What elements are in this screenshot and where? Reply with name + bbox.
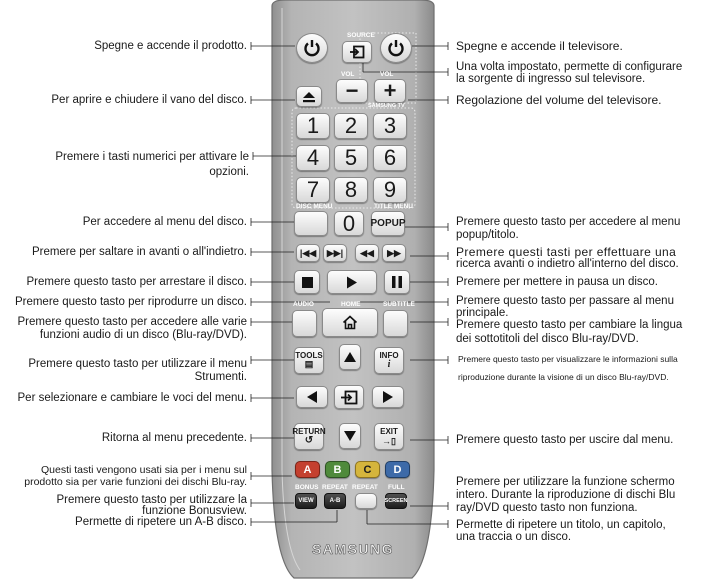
color-d-button[interactable]: D (385, 461, 410, 478)
bonusview-annotation-line2: funzione Bonusview. (142, 505, 247, 517)
left-arrow-icon (307, 391, 317, 403)
home-label: HOME (341, 301, 361, 308)
down-arrow-button[interactable] (339, 423, 361, 449)
info-icon: i (387, 358, 391, 370)
volume-annotation: Regolazione del volume del televisore. (456, 93, 662, 107)
rewind-icon: ◀◀ (360, 247, 374, 258)
bonusview-annotation-line1: Premere questo tasto per utilizzare la (56, 494, 247, 506)
enter-button[interactable] (334, 385, 364, 409)
left-arrow-button[interactable] (296, 386, 328, 408)
repeat-ab-button[interactable]: A-B (324, 493, 346, 509)
right-arrow-icon (383, 391, 393, 403)
disc-menu-label: DISC MENU (296, 203, 333, 210)
tools-annotation-line1: Premere questo tasto per utilizzare il menu (28, 358, 247, 370)
skip-forward-button[interactable] (323, 244, 347, 262)
info-button[interactable] (374, 347, 404, 374)
subtitle-label: SUBTITLE (383, 301, 415, 308)
audio-annotation-line2: funzioni audio di un disco (Blu-ray/DVD). (39, 329, 247, 341)
home-annotation-line2: principale. (456, 307, 509, 319)
digit-4-button[interactable]: 4 (296, 145, 330, 171)
up-arrow-button[interactable] (339, 344, 361, 370)
skip-back-icon: |◀◀ (299, 247, 317, 258)
repeat-annotation-line2: una traccia o un disco. (456, 531, 572, 543)
repeat-annotation-line1: Permette di ripetere un titolo, un capitolo, (456, 519, 666, 531)
disc-menu-button[interactable] (294, 211, 328, 236)
tv-power-icon (386, 38, 406, 58)
color-b-button[interactable]: B (325, 461, 350, 478)
enter-icon (340, 390, 358, 405)
down-arrow-icon (344, 431, 356, 441)
search-annotation-line1: Premere questi tasti per effettuare una (456, 245, 677, 259)
fast-forward-icon: ▶▶ (387, 247, 401, 258)
subtitle-annotation-line2: dei sottotitoli del disco Blu-ray/DVD. (456, 333, 639, 345)
skip-forward-icon: ▶▶| (326, 247, 344, 258)
tv-power-button[interactable] (380, 33, 412, 63)
play-icon (346, 276, 358, 289)
popup-annotation-line1: Premere questo tasto per accedere al menu (456, 216, 681, 228)
samsung-logo: SAMSUNG (311, 541, 395, 557)
home-annotation-line1: Premere questo tasto per passare al menu (456, 295, 674, 307)
arrows-annotation: Per selezionare e cambiare le voci del menu. (17, 392, 247, 404)
return-label: RETURN (292, 426, 326, 436)
return-button[interactable] (294, 423, 324, 450)
numeric-annotation-line1: Premere i tasti numerici per attivare le (55, 151, 249, 163)
subtitle-annotation-line1: Premere questo tasto per cambiare la lingua (456, 319, 683, 331)
digit-2-button[interactable]: 2 (334, 113, 368, 139)
skip-annotation: Premere per saltare in avanti o all'indietro. (31, 246, 247, 258)
info-annotation-line2: riproduzione durante la visione di un disco Blu-ray/DVD. (458, 372, 669, 382)
tools-button[interactable] (294, 347, 324, 374)
audio-button[interactable] (292, 310, 317, 337)
source-annotation-line2: la sorgente di ingresso sul televisore. (456, 73, 646, 85)
exit-icon: →▯ (382, 435, 396, 446)
tv-power-annotation: Spegne e accende il televisore. (456, 39, 623, 53)
vol-label-left: VOL (341, 71, 355, 78)
popup-button[interactable]: POPUP (371, 211, 405, 236)
repeat-ab-annotation: Permette di ripetere un A-B disco. (75, 516, 247, 528)
exit-label: EXIT (380, 426, 398, 436)
exit-button[interactable] (374, 423, 404, 450)
tools-icon: ▤ (304, 359, 314, 369)
stop-annotation: Premere questo tasto per arrestare il disco. (26, 276, 247, 288)
home-button[interactable] (322, 308, 378, 337)
tools-label: TOOLS (295, 351, 323, 360)
power-button[interactable] (296, 33, 328, 63)
up-arrow-icon (344, 352, 356, 362)
search-annotation-line2: ricerca avanti o indietro all'interno del disco. (456, 258, 679, 270)
bonus-label: BONUS (295, 484, 319, 491)
digit-8-button[interactable]: 8 (334, 177, 368, 203)
vol-down-button[interactable]: − (336, 79, 368, 103)
subtitle-button[interactable] (383, 310, 408, 337)
eject-annotation: Per aprire e chiudere il vano del disco. (51, 94, 247, 106)
vol-up-button[interactable]: + (374, 79, 406, 103)
stop-icon (302, 277, 313, 288)
return-icon: ↺ (304, 434, 314, 446)
play-button[interactable] (327, 270, 377, 294)
pause-button[interactable] (384, 270, 410, 294)
full-screen-annotation-line1: Premere per utilizzare la funzione schermo (456, 476, 675, 488)
digit-9-button[interactable]: 9 (373, 177, 407, 203)
digit-3-button[interactable]: 3 (373, 113, 407, 139)
digit-0-button[interactable]: 0 (334, 211, 364, 236)
return-annotation: Ritorna al menu precedente. (101, 432, 247, 444)
full-screen-annotation-line3: ray/DVD questo tasto non funziona. (456, 502, 638, 514)
source-annotation-line1: Una volta impostato, permette di configurare (456, 61, 683, 73)
right-arrow-button[interactable] (372, 386, 404, 408)
power-icon (302, 38, 322, 58)
rewind-button[interactable] (355, 244, 379, 262)
repeat-label: REPEAT (352, 484, 378, 491)
home-icon (342, 315, 358, 330)
skip-back-button[interactable] (296, 244, 320, 262)
info-annotation-line1: Premere questo tasto per visualizzare le informazioni sulla (458, 354, 678, 364)
play-annotation: Premere questo tasto per riprodurre un disco. (14, 296, 247, 308)
full-screen-annotation-line2: intero. Durante la riproduzione di dischi Blu (456, 489, 676, 501)
repeat-ab-label: REPEAT (322, 484, 348, 491)
digit-5-button[interactable]: 5 (334, 145, 368, 171)
digit-7-button[interactable]: 7 (296, 177, 330, 203)
source-icon (349, 45, 365, 59)
source-button[interactable] (342, 41, 372, 63)
color-keys-annotation-line1: Questi tasti vengono usati sia per i menu sul (40, 464, 247, 476)
title-menu-label: TITLE MENU (374, 203, 413, 210)
source-label: SOURCE (347, 32, 375, 39)
color-keys-annotation-line2: prodotto sia per varie funzioni dei dischi Blu-ray. (24, 476, 247, 488)
disc-menu-annotation: Per accedere al menu del disco. (82, 216, 247, 228)
pause-icon (392, 276, 402, 288)
full-label: FULL (388, 484, 405, 491)
exit-annotation: Premere questo tasto per uscire dal menu. (456, 434, 674, 446)
repeat-button[interactable] (355, 493, 377, 509)
digit-1-button[interactable]: 1 (296, 113, 330, 139)
samsung-tv-label: SAMSUNG TV (368, 103, 405, 109)
stop-button[interactable] (294, 270, 320, 294)
numeric-annotation-line2: opzioni. (209, 166, 249, 178)
fast-forward-button[interactable] (382, 244, 406, 262)
full-screen-button[interactable]: SCREEN (385, 493, 407, 509)
eject-icon (302, 91, 316, 103)
color-a-button[interactable]: A (295, 461, 320, 478)
popup-annotation-line2: popup/titolo. (456, 229, 519, 241)
power-annotation: Spegne e accende il prodotto. (94, 40, 247, 52)
audio-label: AUDIO (293, 301, 314, 308)
pause-annotation: Premere per mettere in pausa un disco. (456, 276, 658, 288)
audio-annotation-line1: Premere questo tasto per accedere alle varie (17, 316, 247, 328)
color-c-button[interactable]: C (355, 461, 380, 478)
digit-6-button[interactable]: 6 (373, 145, 407, 171)
bonusview-button[interactable]: VIEW (295, 493, 317, 509)
info-label: INFO (379, 350, 399, 360)
vol-label-right: VOL (380, 71, 394, 78)
eject-button[interactable] (296, 86, 322, 107)
tools-annotation-line2: Strumenti. (194, 371, 247, 383)
